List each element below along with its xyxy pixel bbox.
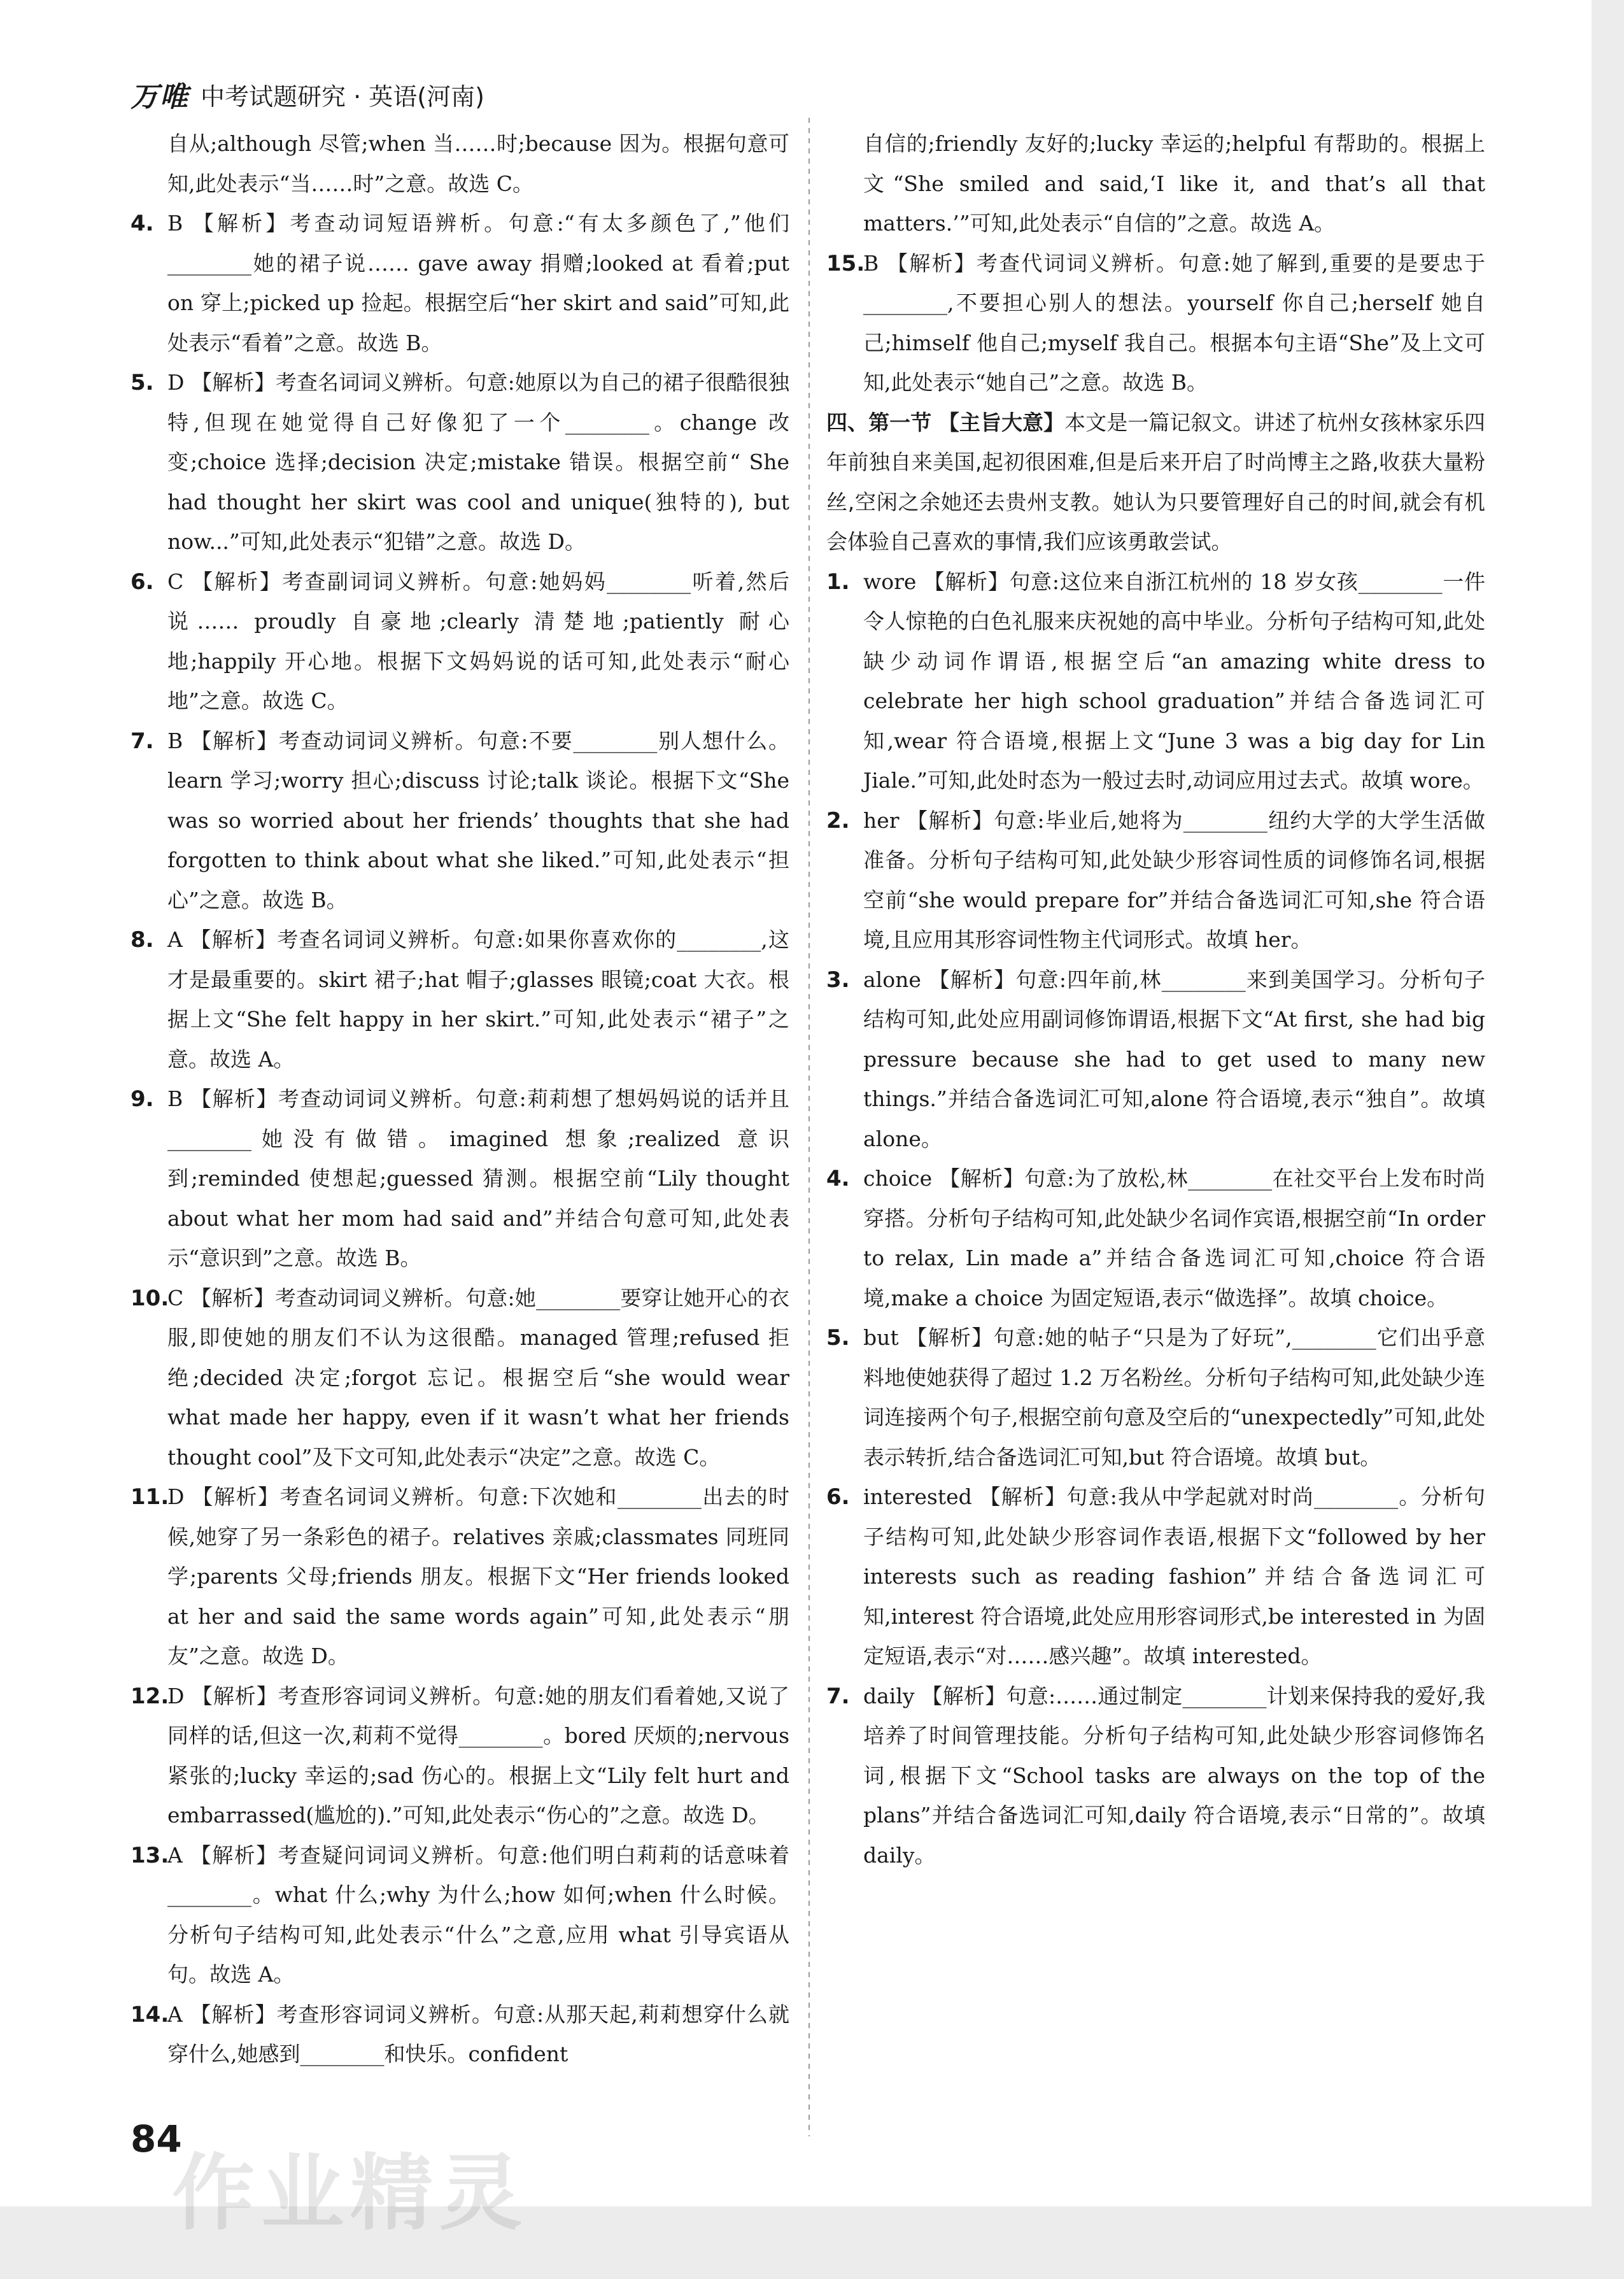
item-number: 5. (826, 1325, 850, 1351)
item-text: D 【解析】考查名词词义辨析。句意:下次她和________出去的时候,她穿了另一条彩色的裙子。relatives 亲戚;classmates 同班同学;parents 父母;friends 朋友。根据下文“Her friends looked at her and said the same words again”可知,此处表示“朋友”之意。故选 D。 (167, 1484, 789, 1668)
answer-item (826, 1159, 1485, 1318)
item-text: alone 【解析】句意:四年前,林________来到美国学习。分析句子结构可知,此处应用副词修饰谓语,根据下文“At first, she had big pressure because she had to get used to many new things.”并结合备选词汇可知,alone 符合语境,表示“独自”。故填 alone。 (863, 967, 1485, 1151)
item-number: 14. (131, 2001, 169, 2027)
item-number: 7. (826, 1683, 850, 1709)
item-number: 5. (131, 370, 154, 395)
answer-item (131, 562, 789, 721)
answer-item (131, 721, 789, 921)
item-text: A 【解析】考查名词词义辨析。句意:如果你喜欢你的________,这才是最重要的。skirt 裙子;hat 帽子;glasses 眼镜;coat 大衣。根据上文“She felt happy in her skirt.”可知,此处表示“裙子”之意。故选 A。 (167, 927, 789, 1072)
item-text: B 【解析】考查动词短语辨析。句意:“有太多颜色了,”他们________她的裙子说…… gave away 捐赠;looked at 看着;put on 穿上;picked up 捡起。根据空后“her skirt and said”可知,此处表示“看着”之意。故选 B。 (167, 211, 789, 355)
column-divider (808, 118, 810, 2136)
item-number: 12. (131, 1683, 169, 1709)
item-text: interested 【解析】句意:我从中学起就对时尚________。分析句子结构可知,此处缺少形容词作表语,根据下文“followed by her interests such as reading fashion”并结合备选词汇可知,interest 符合语境,此处应用形容词形式,be interested in 为固定短语,表示“对……感兴趣”。故填 interested。 (863, 1484, 1485, 1668)
answer-item (826, 244, 1485, 403)
item-number: 4. (131, 211, 154, 236)
item-text: A 【解析】考查疑问词词义辨析。句意:他们明白莉莉的话意味着________。what 什么;why 为什么;how 如何;when 什么时候。分析句子结构可知,此处表示“什么”之意,应用 what 引导宾语从句。故选 A。 (167, 1842, 789, 1987)
item-number: 9. (131, 1086, 154, 1112)
summary-text: 本文是一篇记叙文。讲述了杭州女孩林家乐四年前独自来美国,起初很困难,但是后来开启了时尚博主之路,收获大量粉丝,空闲之余她还去贵州支教。她认为只要管理好自己的时间,就会有机会体验自己喜欢的事情,我们应该勇敢尝试。 (826, 409, 1486, 554)
answer-item (131, 1477, 789, 1677)
book-title: 中考试题研究 · 英语(河南) (201, 82, 484, 111)
item-number: 10. (131, 1285, 169, 1311)
item-number: 13. (131, 1842, 169, 1868)
answer-item (131, 204, 789, 363)
page-header (131, 75, 484, 113)
item-text: A 【解析】考查形容词词义辨析。句意:从那天起,莉莉想穿什么就穿什么,她感到________和快乐。confident (167, 2001, 789, 2066)
item-text: B 【解析】考查动词词义辨析。句意:不要________别人想什么。learn 学习;worry 担心;discuss 讨论;talk 谈论。根据下文“She was so worried about her friends’ thoughts that she had forgotten to think about what she liked.”可知,此处表示“担心”之意。故选 B。 (167, 728, 789, 912)
left-column (131, 124, 789, 2075)
page-number: 84 (131, 2117, 182, 2161)
answer-item (131, 363, 789, 562)
answer-item (826, 1477, 1485, 1677)
section-heading: 四、第一节 (826, 409, 932, 435)
section-summary (826, 403, 1485, 562)
item-number: 6. (131, 569, 154, 595)
item-continuation: 自从;although 尽管;when 当……时;because 因为。根据句意可知,此处表示“当……时”之意。故选 C。 (167, 131, 789, 196)
item-number: 2. (826, 807, 850, 834)
item-number: 1. (826, 569, 850, 595)
answer-item (826, 1677, 1485, 1876)
item-text: B 【解析】考查动词词义辨析。句意:莉莉想了想妈妈说的话并且________她没有做错。imagined 想象;realized 意识到;reminded 使想起;guessed 猜测。根据空前“Lily thought about what her mom had said and”并结合句意可知,此处表示“意识到”之意。故选 B。 (167, 1086, 789, 1270)
item-text: C 【解析】考查动词词义辨析。句意:她________要穿让她开心的衣服,即使她的朋友们不认为这很酷。managed 管理;refused 拒绝;decided 决定;forgot 忘记。根据空后“she would wear what made her happy, even if it wasn’t what her friends thought cool”及下文可知,此处表示“决定”之意。故选 C。 (167, 1285, 789, 1470)
item-number: 15. (826, 250, 865, 276)
answer-item (131, 1836, 789, 1995)
answer-item (826, 960, 1485, 1160)
item-text: daily 【解析】句意:……通过制定________计划来保持我的爱好,我培养了时间管理技能。分析句子结构可知,此处缺少形容词修饰名词,根据下文“School tasks are always on the top of the plans”并结合备选词汇可知,daily 符合语境,表示“日常的”。故填 daily。 (863, 1683, 1485, 1868)
brand-logo: 万唯 (131, 81, 189, 113)
summary-label: 【主旨大意】 (938, 409, 1065, 435)
answer-item (826, 801, 1485, 960)
watermark: 作业精灵 (172, 2145, 529, 2241)
item-number: 7. (131, 728, 154, 754)
item-text: C 【解析】考查副词词义辨析。句意:她妈妈________听着,然后说…… proudly 自豪地;clearly 清楚地;patiently 耐心地;happily 开心地。根据下文妈妈说的话可知,此处表示“耐心地”之意。故选 C。 (167, 569, 789, 713)
answer-item (826, 1318, 1485, 1477)
item-text: D 【解析】考查名词词义辨析。句意:她原以为自己的裙子很酷很独特,但现在她觉得自己好像犯了一个________。change 改变;choice 选择;decision 决定;mistake 错误。根据空前“ She had thought her skirt was cool and unique(独特的), but now...”可知,此处表示“犯错”之意。故选 D。 (167, 370, 789, 554)
item-number: 6. (826, 1484, 850, 1510)
answer-item (131, 1079, 789, 1279)
item-number: 3. (826, 967, 850, 993)
item-text: choice 【解析】句意:为了放松,林________在社交平台上发布时尚穿搭。分析句子结构可知,此处缺少名词作宾语,根据空前“In order to relax, Lin made a”并结合备选词汇可知,choice 符合语境,make a choice 为固定短语,表示“做选择”。故填 choice。 (863, 1166, 1485, 1310)
item-text: her 【解析】句意:毕业后,她将为________纽约大学的大学生活做准备。分析句子结构可知,此处缺少形容词性质的词修饰名词,根据空前“she would prepare for”并结合备选词汇可知,she 符合语境,且应用其形容词性物主代词形式。故填 her。 (863, 807, 1485, 952)
answer-item (826, 562, 1485, 801)
item-text: D 【解析】考查形容词词义辨析。句意:她的朋友们看着她,又说了同样的话,但这一次,莉莉不觉得________。bored 厌烦的;nervous 紧张的;lucky 幸运的;sad 伤心的。根据上文“Lily felt hurt and embarrassed(尴尬的).”可知,此处表示“伤心的”之意。故选 D。 (167, 1683, 789, 1828)
item-text: wore 【解析】句意:这位来自浙江杭州的 18 岁女孩________一件令人惊艳的白色礼服来庆祝她的高中毕业。分析句子结构可知,此处缺少动词作谓语,根据空后“an amazing white dress to celebrate her high school graduation”并结合备选词汇可知,wear 符合语境,根据上文“June 3 was a big day for Lin Jiale.”可知,此处时态为一般过去时,动词应用过去式。故填 wore。 (863, 569, 1485, 793)
item-text: B 【解析】考查代词词义辨析。句意:她了解到,重要的是要忠于________,不要担心别人的想法。yourself 你自己;herself 她自己;himself 他自己;myself 我自己。根据本句主语“She”及上文可知,此处表示“她自己”之意。故选 B。 (863, 250, 1485, 395)
right-column (826, 124, 1485, 1875)
item-continuation: 自信的;friendly 友好的;lucky 幸运的;helpful 有帮助的。根据上文“She smiled and said,‘I like it, and that’s all that matters.’”可知,此处表示“自信的”之意。故选 A。 (863, 131, 1485, 236)
answer-item (131, 1677, 789, 1836)
answer-item (131, 1279, 789, 1478)
answer-item (131, 920, 789, 1079)
item-text: but 【解析】句意:她的帖子“只是为了好玩”,________它们出乎意料地使她获得了超过 1.2 万名粉丝。分析句子结构可知,此处缺少连词连接两个句子,根据空前句意及空后的“unexpectedly”可知,此处表示转折,结合备选词汇可知,but 符合语境。故填 but。 (863, 1325, 1485, 1470)
item-number: 4. (826, 1166, 850, 1191)
item-number: 8. (131, 927, 154, 953)
answer-item (131, 1995, 789, 2075)
item-number: 11. (131, 1484, 169, 1510)
